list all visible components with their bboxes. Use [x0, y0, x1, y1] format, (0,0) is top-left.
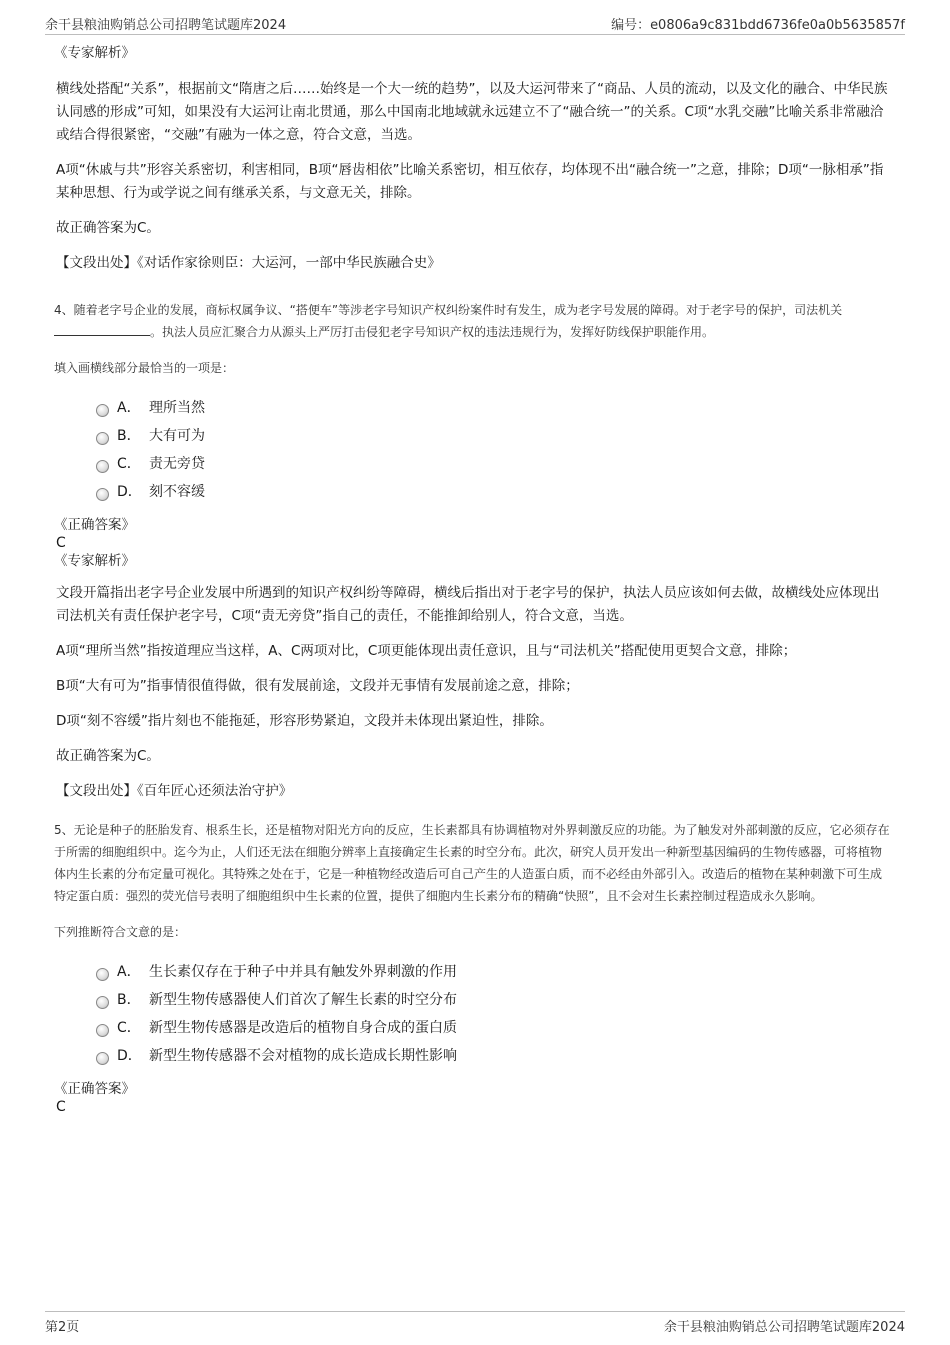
- answer-label: 《正确答案》: [54, 1081, 135, 1097]
- header-title: 余干县粮油购销总公司招聘笔试题库2024: [45, 18, 287, 33]
- radio-icon[interactable]: [96, 968, 109, 981]
- radio-icon[interactable]: [96, 1024, 109, 1037]
- question-stem-text: 4、随着老字号企业的发展，商标权属争议、“搭便车”等涉老字号知识产权纠纷案件时有发生，成为老字号发展的障碍。对于老字号的保护，司法机关: [54, 303, 843, 317]
- question-prompt: 填入画横线部分最恰当的一项是：: [54, 361, 235, 375]
- radio-icon[interactable]: [96, 432, 109, 445]
- radio-icon[interactable]: [96, 488, 109, 501]
- option-d[interactable]: D． 新型生物传感器不会对植物的成长造成长期性影响: [96, 1042, 892, 1070]
- option-c[interactable]: C． 责无旁贷: [96, 450, 892, 478]
- option-list: [96, 958, 892, 1070]
- radio-icon[interactable]: [96, 1052, 109, 1065]
- source-citation: 【文段出处】《对话作家徐则臣：大运河，一部中华民族融合史》: [56, 255, 441, 271]
- radio-icon[interactable]: [96, 996, 109, 1009]
- question-prompt: 下列推断符合文意的是：: [54, 925, 187, 939]
- analysis-label: 《专家解析》: [54, 45, 135, 61]
- page-header: [45, 14, 905, 35]
- page-number: 第2页: [45, 1320, 80, 1335]
- question-stem-text: 。执法人员应汇聚合力从源头上严厉打击侵犯老字号知识产权的违法违规行为，发挥好防线保护职能作用。: [150, 325, 715, 339]
- answer-label: 《正确答案》: [54, 517, 135, 533]
- analysis-paragraph: B项“大有可为”指事情很值得做，很有发展前途，文段并无事情有发展前途之意，排除；: [56, 678, 579, 694]
- answer-value: C: [56, 1099, 66, 1115]
- option-a[interactable]: A． 生长素仅存在于种子中并具有触发外界刺激的作用: [96, 958, 892, 986]
- radio-icon[interactable]: [96, 404, 109, 417]
- page-footer: [45, 1311, 905, 1334]
- option-d[interactable]: D． 刻不容缓: [96, 478, 892, 506]
- fill-blank: [54, 323, 150, 336]
- option-list: [96, 394, 892, 506]
- page-content: [56, 44, 892, 1116]
- analysis-paragraph: A项“理所当然”指按道理应当这样，A、C两项对比，C项更能体现出责任意识，且与“司法机关”搭配使用更契合文意，排除；: [56, 643, 797, 659]
- option-b[interactable]: B． 大有可为: [96, 422, 892, 450]
- footer-title: 余干县粮油购销总公司招聘笔试题库2024: [663, 1320, 905, 1335]
- question-stem: [54, 299, 892, 343]
- header-serial: 编号：e0806a9c831bdd6736fe0a0b5635857f: [611, 18, 905, 33]
- analysis-paragraph: 横线处搭配“关系”，根据前文“隋唐之后……始终是一个大一统的趋势”，以及大运河带来了“商品、人员的流动，以及文化的融合、中华民族认同感的形成”可知，如果没有大运河让南北贯通，那么中国南北地域就永远建立不了“融合统一”的关系。C项“水乳交融”比喻关系非常融洽或结合得很紧密，“交融”有融为一体之意，符合文意，当选。: [56, 81, 888, 143]
- option-a[interactable]: A． 理所当然: [96, 394, 892, 422]
- question-stem: 5、无论是种子的胚胎发育、根系生长，还是植物对阳光方向的反应，生长素都具有协调植物对外界刺激反应的功能。为了触发对外部刺激的反应，它必须存在于所需的细胞组织中。迄今为止，人们还无法在细胞分辨率上直接确定生长素的时空分布。此次，研究人员开发出一种新型基因编码的生物传感器，可将植物体内生长素的分布定量可视化。其特殊之处在于，它是一种植物经改造后可自己产生的人造蛋白质，而不必经由外部引入。改造后的植物在某种刺激下可生成特定蛋白质：强烈的荧光信号表明了细胞组织中生长素的位置，提供了细胞内生长素分布的精确“快照”，且不会对生长素控制过程造成永久影响。: [54, 823, 890, 903]
- analysis-paragraph: A项“休戚与共”形容关系密切，利害相同，B项“唇齿相依”比喻关系密切，相互依存，均体现不出“融合统一”之意，排除；D项“一脉相承”指某种思想、行为或学说之间有继承关系，与文意无关，排除。: [56, 162, 884, 201]
- analysis-paragraph: 文段开篇指出老字号企业发展中所遇到的知识产权纠纷等障碍，横线后指出对于老字号的保护，执法人员应该如何去做，故横线处应体现出司法机关有责任保护老字号，C项“责无旁贷”指自己的责任，不能推卸给别人，符合文意，当选。: [56, 585, 880, 624]
- source-citation: 【文段出处】《百年匠心还须法治守护》: [56, 783, 293, 799]
- option-b[interactable]: B． 新型生物传感器使人们首次了解生长素的时空分布: [96, 986, 892, 1014]
- analysis-conclusion: 故正确答案为C。: [56, 748, 160, 764]
- option-c[interactable]: C． 新型生物传感器是改造后的植物自身合成的蛋白质: [96, 1014, 892, 1042]
- answer-value: C: [56, 535, 66, 551]
- analysis-conclusion: 故正确答案为C。: [56, 220, 160, 236]
- analysis-paragraph: D项“刻不容缓”指片刻也不能拖延，形容形势紧迫，文段并未体现出紧迫性，排除。: [56, 713, 553, 729]
- analysis-label: 《专家解析》: [54, 553, 135, 569]
- radio-icon[interactable]: [96, 460, 109, 473]
